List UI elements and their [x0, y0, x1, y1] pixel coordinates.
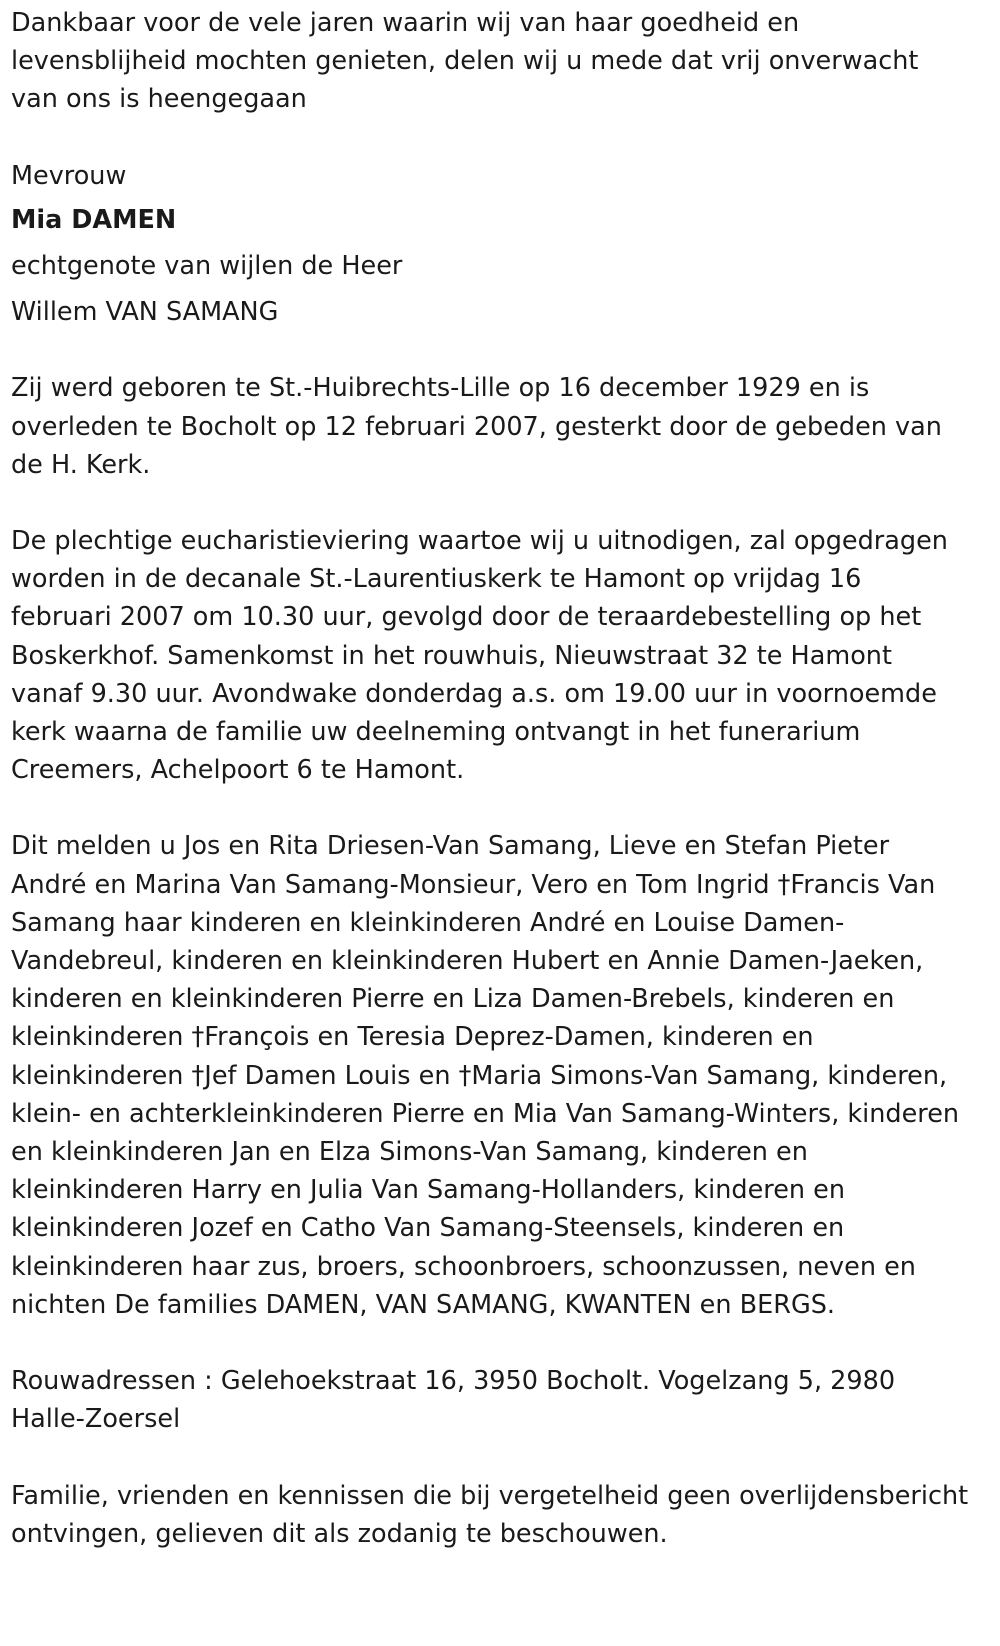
- spouse-name: Willem VAN SAMANG: [11, 297, 279, 328]
- birth-death-paragraph: Zij werd geboren te St.-Huibrechts-Lille op 16 december 1929 en is overleden te Bocholt op 12 februari 2007, gesterkt door de gebeden van de H. Kerk.: [11, 373, 942, 480]
- spacer: [11, 1324, 969, 1362]
- title-prefix: Mevrouw: [11, 160, 127, 191]
- spacer: [11, 484, 969, 522]
- ceremony-paragraph: De plechtige eucharistieviering waartoe wij u uitnodigen, zal opgedragen worden in de decanale St.-Laurentiuskerk te Hamont op vrijdag 16 februari 2007 om 10.30 uur, gevolgd door de teraardebestelling op het Boskerkhof. Samenkomst in het rouwhuis, Nieuwstraat 32 te Hamont vanaf 9.30 uur. Avondwake donderdag a.s. om 19.00 uur in voornoemde kerk waarna de familie uw deelneming ontvangt in het funerarium Creemers, Achelpoort 6 te Hamont.: [11, 526, 948, 786]
- spacer: [11, 331, 969, 369]
- closing-paragraph: Familie, vrienden en kennissen die bij vergetelheid geen overlijdensbericht ontvingen, gelieven dit als zodanig te beschouwen.: [11, 1480, 969, 1549]
- spacer: [11, 789, 969, 827]
- spacer: [11, 119, 969, 157]
- addresses-paragraph: Rouwadressen : Gelehoekstraat 16, 3950 Bocholt. Vogelzang 5, 2980 Halle-Zoersel: [11, 1366, 896, 1435]
- family-paragraph: Dit melden u Jos en Rita Driesen-Van Samang, Lieve en Stefan Pieter André en Marina Van Samang-Monsieur, Vero en Tom Ingrid †Francis Van Samang haar kinderen en kleinkinderen André en Louise Damen-Vandebreul, kinderen en kleinkinderen Hubert en Annie Damen-Jaeken, kinderen en kleinkinderen Pierre en Liza Damen-Brebels, kinderen en kleinkinderen †François en Teresia Deprez-Damen, kinderen en kleinkinderen †Jef Damen Louis en †Maria Simons-Van Samang, kinderen, klein- en achterkleinkinderen Pierre en Mia Van Samang-Winters, kinderen en kleinkinderen Jan en Elza Simons-Van Samang, kinderen en kleinkinderen Harry en Julia Van Samang-Hollanders, kinderen en kleinkinderen Jozef en Catho Van Samang-Steensels, kinderen en kleinkinderen haar zus, broers, schoonbroers, schoonzussen, neven en nichten De families DAMEN, VAN SAMANG, KWANTEN en BERGS.: [11, 831, 960, 1320]
- intro-paragraph: Dankbaar voor de vele jaren waarin wij van haar goedheid en levensblijheid mochten genieten, delen wij u mede dat vrij onverwacht van ons is heengegaan: [11, 8, 919, 115]
- deceased-name: Mia DAMEN: [11, 204, 177, 235]
- spouse-line: echtgenote van wijlen de Heer: [11, 251, 403, 282]
- spacer: [11, 1439, 969, 1477]
